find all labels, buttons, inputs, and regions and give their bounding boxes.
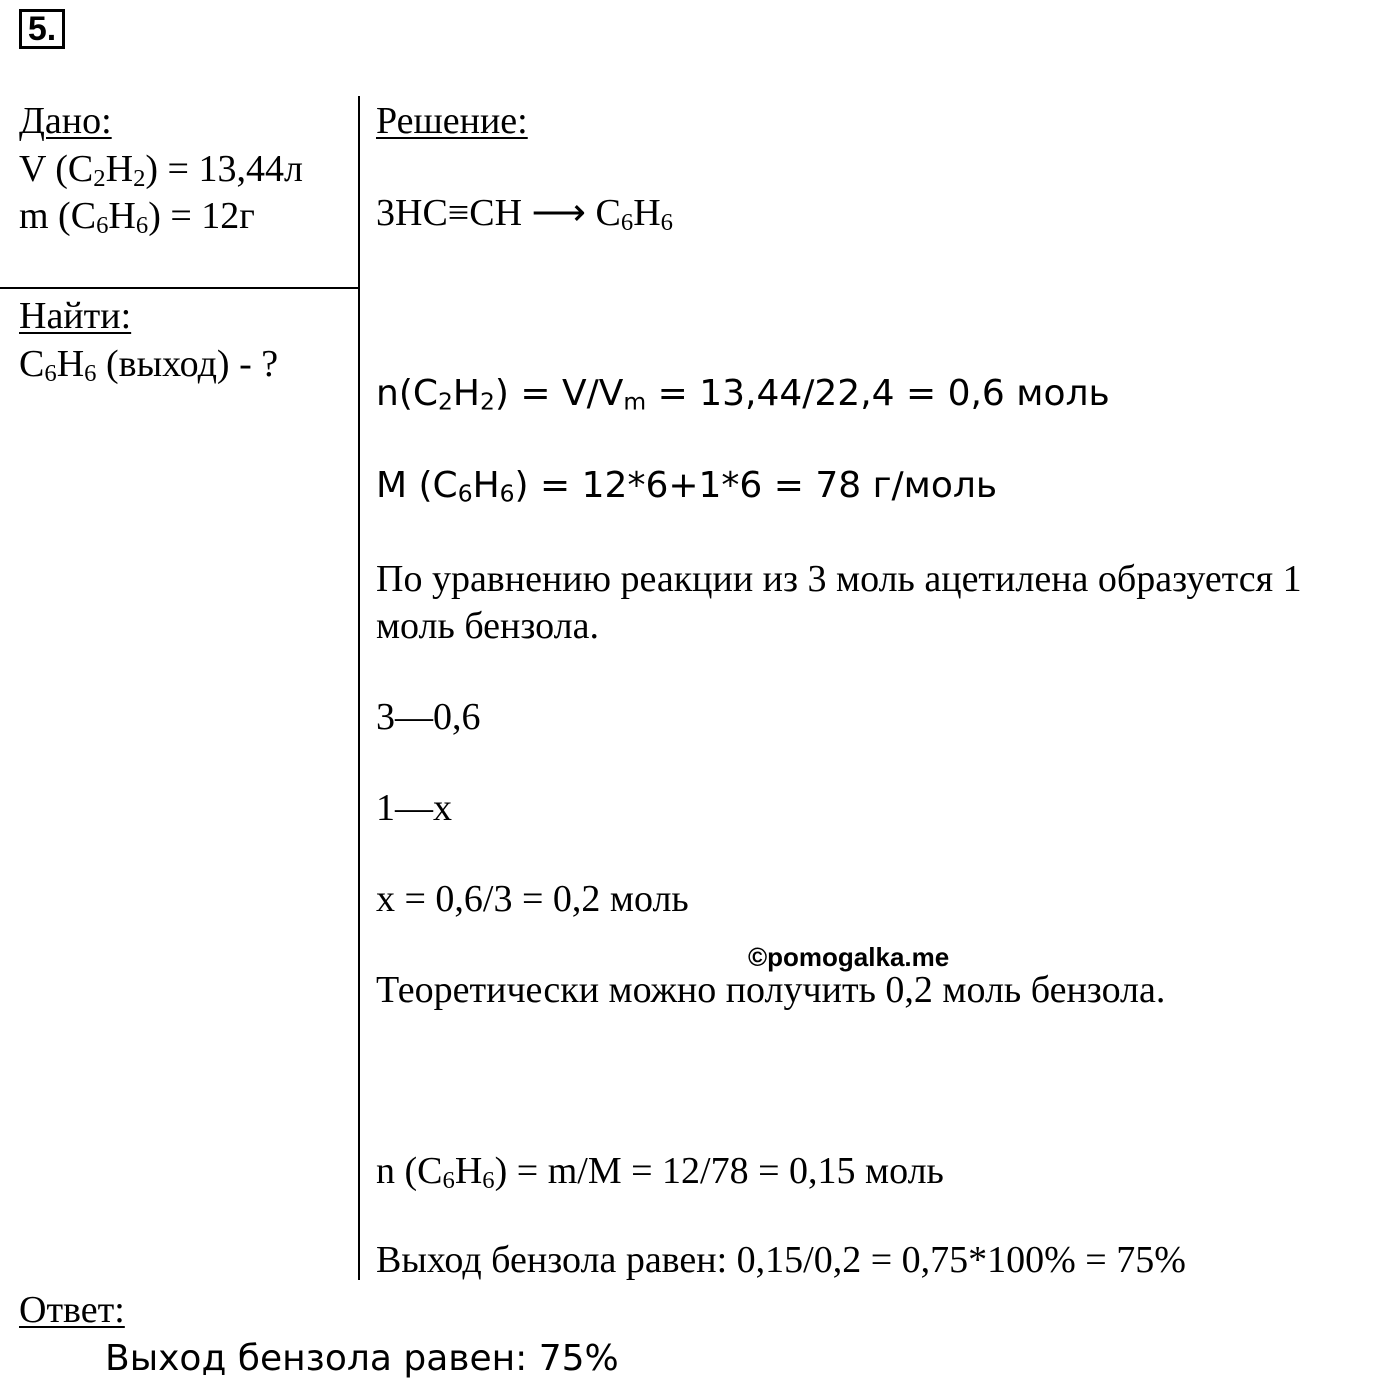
proportion-line1: 3—0,6: [376, 696, 481, 738]
given-mass-line: m $(C_6H_6) = 12г$: [19, 195, 255, 239]
table-vertical-divider: [358, 96, 360, 1280]
yield-calculation: Выход бензола равен: 0,15/0,2 = 0,75*100% = 75%: [376, 1239, 1186, 1281]
reaction-equation: 3HC≡CH ⟶ $C_6H_6$: [376, 192, 673, 236]
benzene-moles-formula: n $(C_6H_6) = m/M = 12/78 = 0,15$ моль: [376, 1150, 944, 1194]
reaction-ratio-text-line1: По уравнению реакции из 3 моль ацетилена образуется 1: [376, 558, 1302, 600]
problem-number: 5.: [19, 9, 65, 49]
answer-heading: Ответ:: [19, 1289, 125, 1331]
solution-heading: Решение:: [376, 100, 528, 142]
answer-text: Выход бензола равен: 75%: [105, 1338, 619, 1379]
watermark: ©pomogalka.me: [748, 942, 950, 972]
x-calculation: x = 0,6/3 = 0,2 моль: [376, 878, 689, 920]
find-line: $C_6H_6$ (выход) - ?: [19, 343, 279, 387]
molar-mass-formula: M $(C_6H_6) = 12*6+1*6 = 78$ г/моль: [376, 465, 998, 508]
proportion-line2: 1—x: [376, 787, 452, 829]
acetylene-moles-formula: $n(C_2H_2) = V/V_m = 13,44/22,4 = 0,6$ моль: [376, 373, 1110, 416]
reaction-ratio-text-line2: моль бензола.: [376, 605, 599, 647]
given-heading: Дано:: [19, 100, 112, 142]
find-heading: Найти:: [19, 295, 132, 337]
table-horizontal-divider: [0, 287, 360, 289]
given-volume-line: V $(C_2H_2) = 13,44л$: [19, 148, 303, 192]
theoretical-yield-text: Теоретически можно получить 0,2 моль бензола.: [376, 969, 1166, 1011]
